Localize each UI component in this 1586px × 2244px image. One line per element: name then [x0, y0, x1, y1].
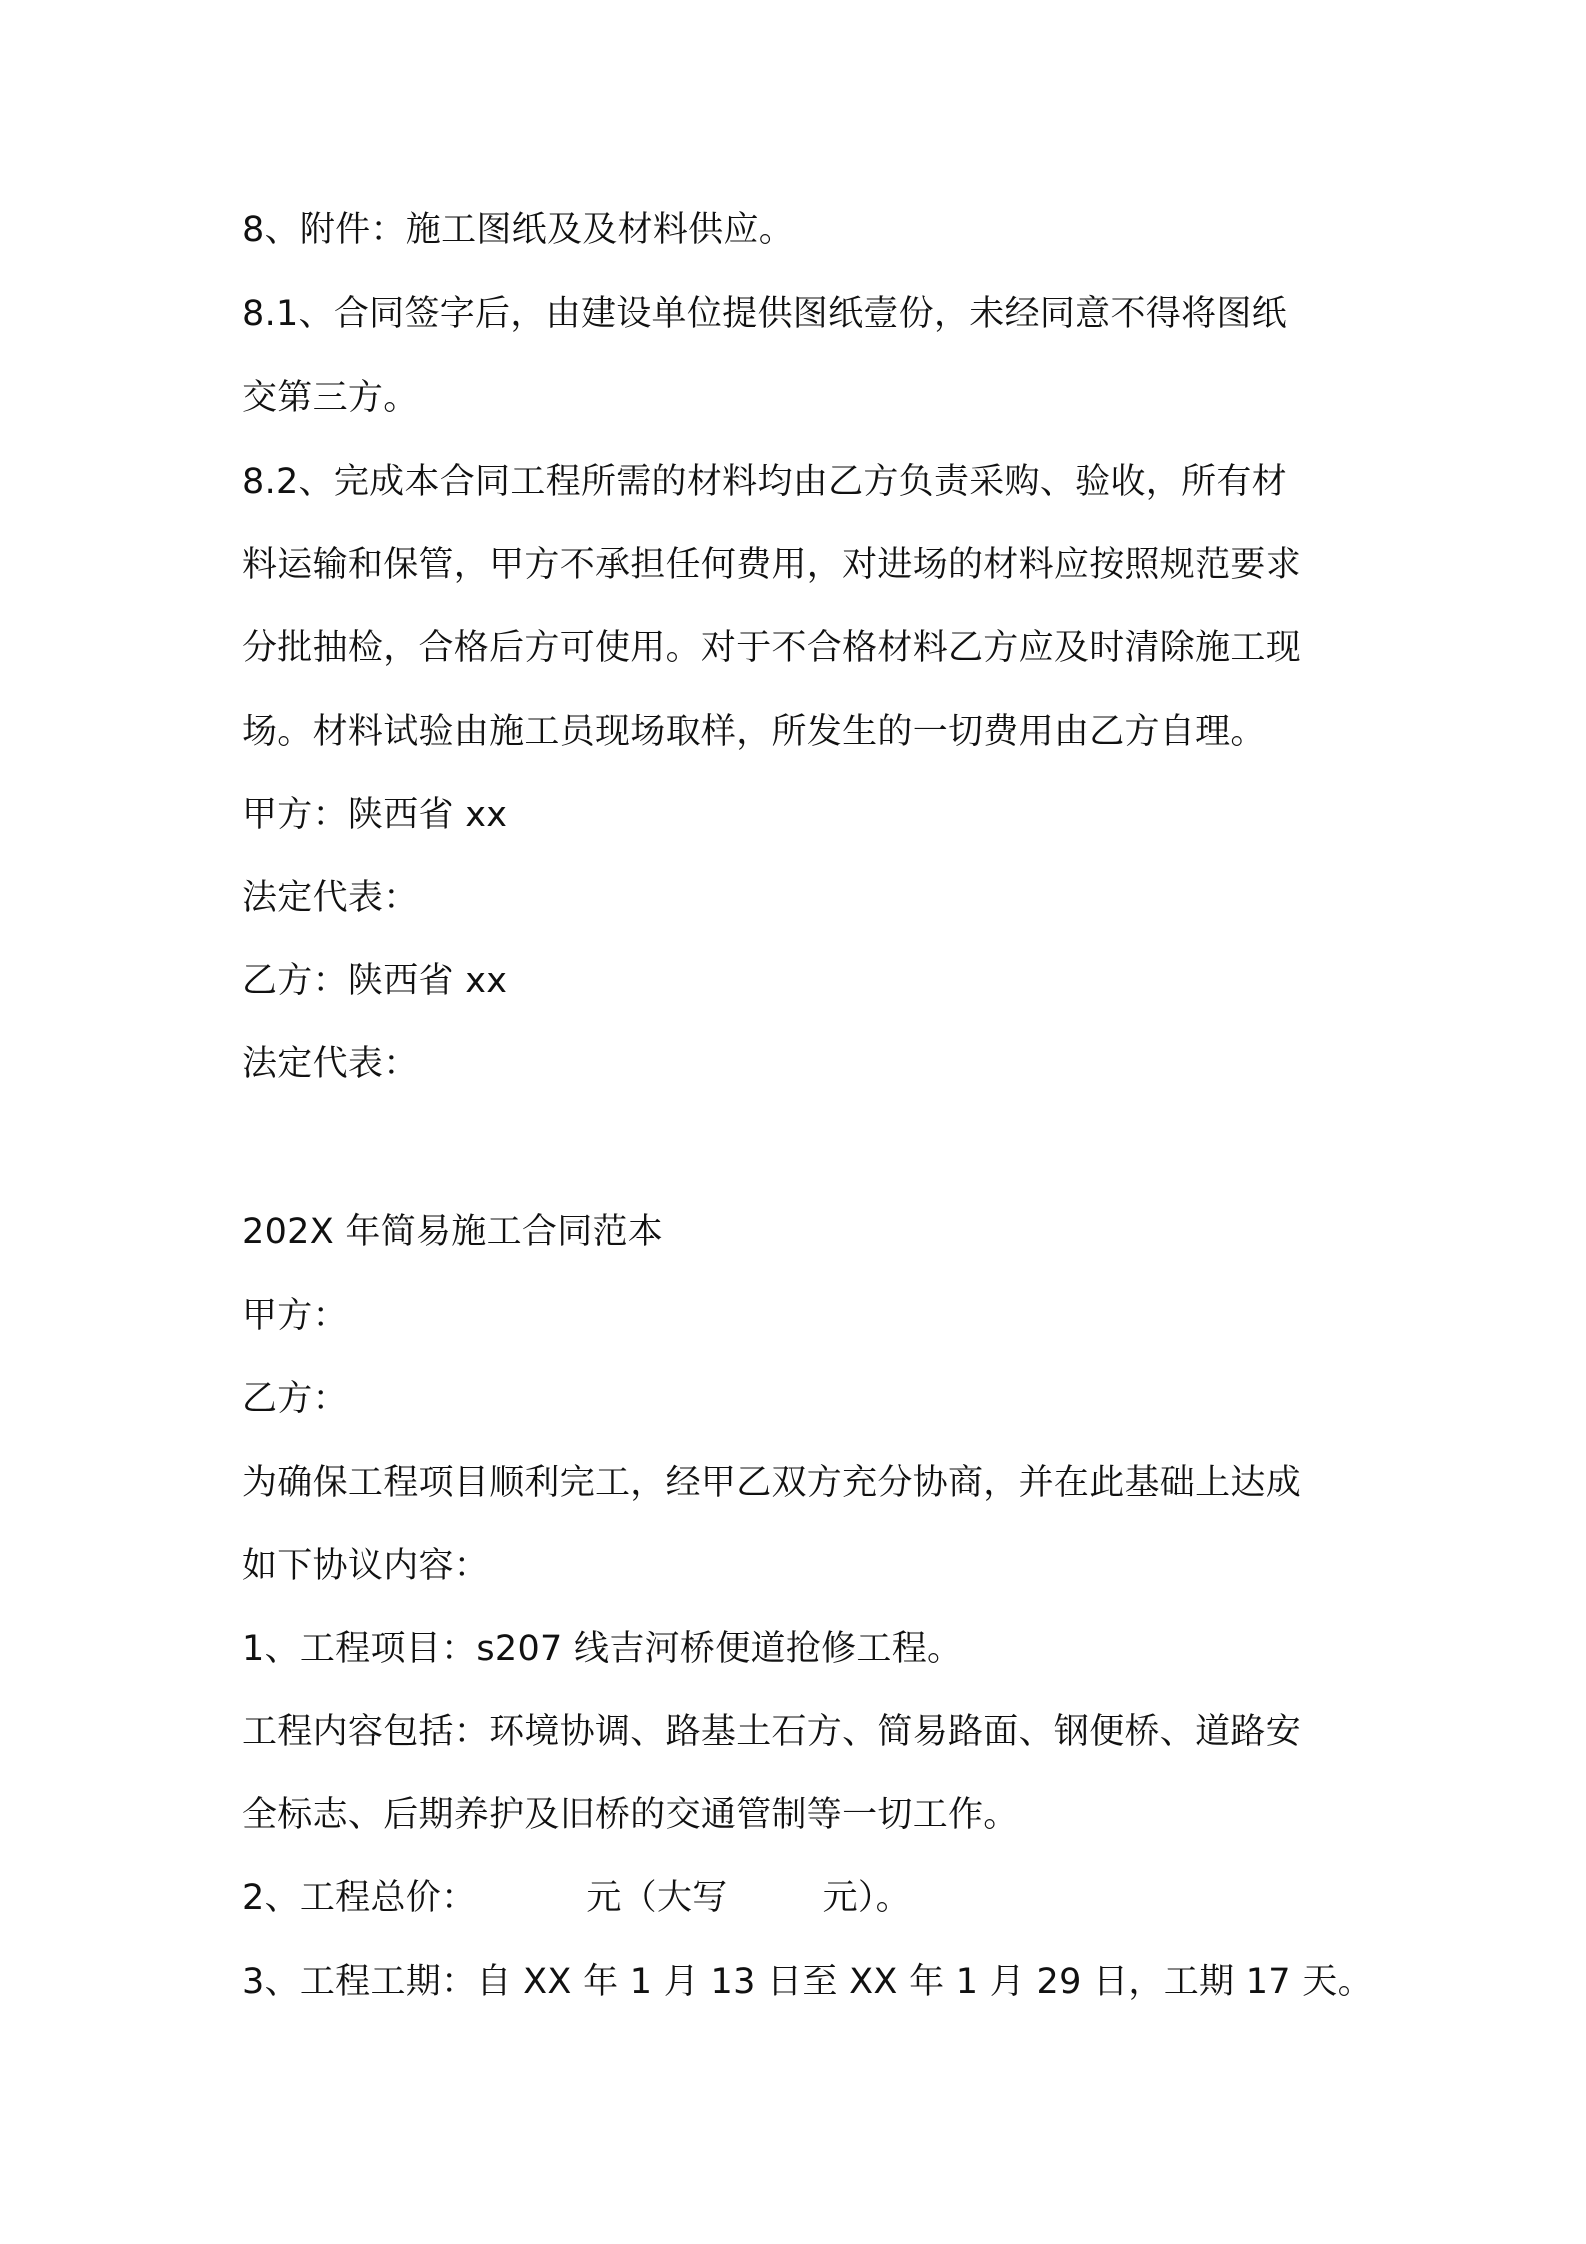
party-b-signature: 乙方：陕西省 xx: [242, 961, 508, 1001]
clause-1-project: 1、工程项目：s207 线吉河桥便道抢修工程。: [242, 1629, 963, 1669]
preamble-line-1: 为确保工程项目顺利完工，经甲乙双方充分协商，并在此基础上达成: [242, 1463, 1302, 1503]
clause-2-price: [242, 1874, 911, 1922]
price-tail-text: 元）。: [822, 1878, 911, 1918]
price-label: 2、工程总价：: [242, 1878, 477, 1918]
clause-8-1-line-2: 交第三方。: [242, 378, 419, 418]
preamble-line-2: 如下协议内容：: [242, 1546, 490, 1586]
party-a-representative: 法定代表：: [242, 878, 419, 918]
clause-8-2-line-2: 料运输和保管，甲方不承担任何费用，对进场的材料应按照规范要求: [242, 545, 1302, 585]
clause-8-heading: 8、附件：施工图纸及及材料供应。: [242, 210, 795, 250]
party-b-label: 乙方：: [242, 1379, 348, 1419]
project-scope-line-1: 工程内容包括：环境协调、路基土石方、简易路面、钢便桥、道路安: [242, 1712, 1302, 1752]
clause-8-2-line-3: 分批抽检，合格后方可使用。对于不合格材料乙方应及时清除施工现: [242, 628, 1302, 668]
project-scope-line-2: 全标志、后期养护及旧桥的交通管制等一切工作。: [242, 1795, 1019, 1835]
party-b-representative: 法定代表：: [242, 1044, 419, 1084]
clause-8-2-line-4: 场。材料试验由施工员现场取样，所发生的一切费用由乙方自理。: [242, 712, 1266, 752]
price-unit-text: 元（大写: [586, 1878, 728, 1918]
clause-8-2-line-1: 8.2、完成本合同工程所需的材料均由乙方负责采购、验收，所有材: [242, 462, 1287, 502]
clause-3-period: 3、工程工期：自 XX 年 1 月 13 日至 XX 年 1 月 29 日，工期 17 天。: [242, 1962, 1373, 2002]
party-a-label: 甲方：: [242, 1296, 348, 1336]
clause-8-1-line-1: 8.1、合同签字后，由建设单位提供图纸壹份，未经同意不得将图纸: [242, 294, 1287, 334]
party-a-signature: 甲方：陕西省 xx: [242, 795, 508, 835]
document-title: 202X 年简易施工合同范本: [242, 1212, 664, 1252]
